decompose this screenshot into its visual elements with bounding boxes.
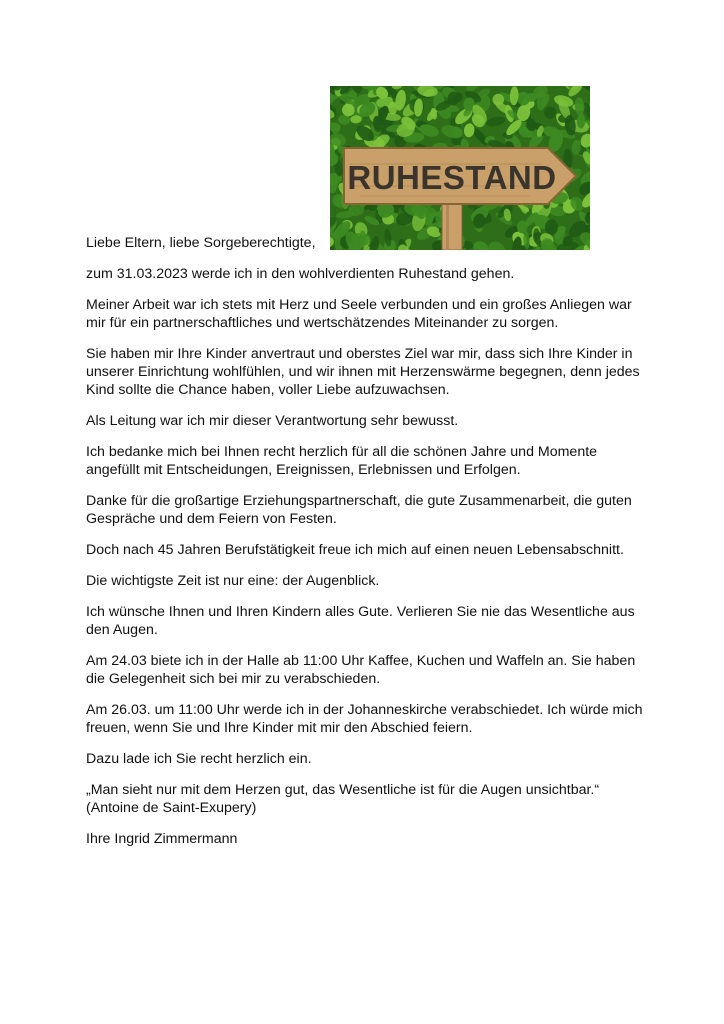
paragraph: Ich wünsche Ihnen und Ihren Kindern alles Gute. Verlieren Sie nie das Wesentliche aus den Augen.: [86, 604, 635, 638]
signature: Ihre Ingrid Zimmermann: [86, 831, 238, 847]
paragraph: Meiner Arbeit war ich stets mit Herz und Seele verbunden und ein großes Anliegen war mir für ein partnerschaftliches und wertschätzendes Miteinander zu sorgen.: [86, 297, 632, 331]
leaf-shape: [533, 228, 539, 239]
sign-text: RUHESTAND: [347, 159, 557, 196]
letter-body: [86, 265, 646, 861]
paragraph: Danke für die großartige Erziehungspartnerschaft, die gute Zusammenarbeit, die guten Gespräche und dem Feiern von Festen.: [86, 493, 632, 527]
paragraph: Am 26.03. um 11:00 Uhr werde ich in der Johanneskirche verabschiedet. Ich würde mich freuen, wenn Sie und Ihre Kinder mit mir den Abschied feiern.: [86, 702, 643, 736]
paragraph: Ich bedanke mich bei Ihnen recht herzlich für all die schönen Jahre und Momente angefüllt mit Entscheidungen, Ereignissen, Erlebnissen und Erfolgen.: [86, 444, 598, 478]
paragraph: Doch nach 45 Jahren Berufstätigkeit freue ich mich auf einen neuen Lebensabschnitt.: [86, 542, 624, 558]
hedge-sign-illustration: [330, 86, 590, 250]
paragraph: Als Leitung war ich mir dieser Verantwortung sehr bewusst.: [86, 413, 459, 429]
quote: [86, 781, 646, 817]
paragraph: Dazu lade ich Sie recht herzlich ein.: [86, 751, 312, 767]
paragraph: Am 24.03 biete ich in der Halle ab 11:00 Uhr Kaffee, Kuchen und Waffeln an. Sie haben die Gelegenheit sich bei mir zu verabschieden.: [86, 653, 636, 687]
paragraph: zum 31.03.2023 werde ich in den wohlverdienten Ruhestand gehen.: [86, 266, 515, 282]
paragraph: Die wichtigste Zeit ist nur eine: der Augenblick.: [86, 573, 380, 589]
quote-text: „Man sieht nur mit dem Herzen gut, das Wesentliche ist für die Augen unsichtbar.“: [86, 782, 600, 798]
ruhestand-sign-image: [330, 86, 590, 250]
paragraph: Sie haben mir Ihre Kinder anvertraut und oberstes Ziel war mir, dass sich Ihre Kinder in unserer Einrichtung wohlfühlen, und wir ihnen mit Herzenswärme begegnen, denn jedes Kind sollte die Chance haben, voller Liebe aufzuwachsen.: [86, 346, 640, 398]
salutation: Liebe Eltern, liebe Sorgeberechtigte,: [86, 235, 316, 251]
quote-author: (Antoine de Saint-Exupery): [86, 800, 257, 816]
